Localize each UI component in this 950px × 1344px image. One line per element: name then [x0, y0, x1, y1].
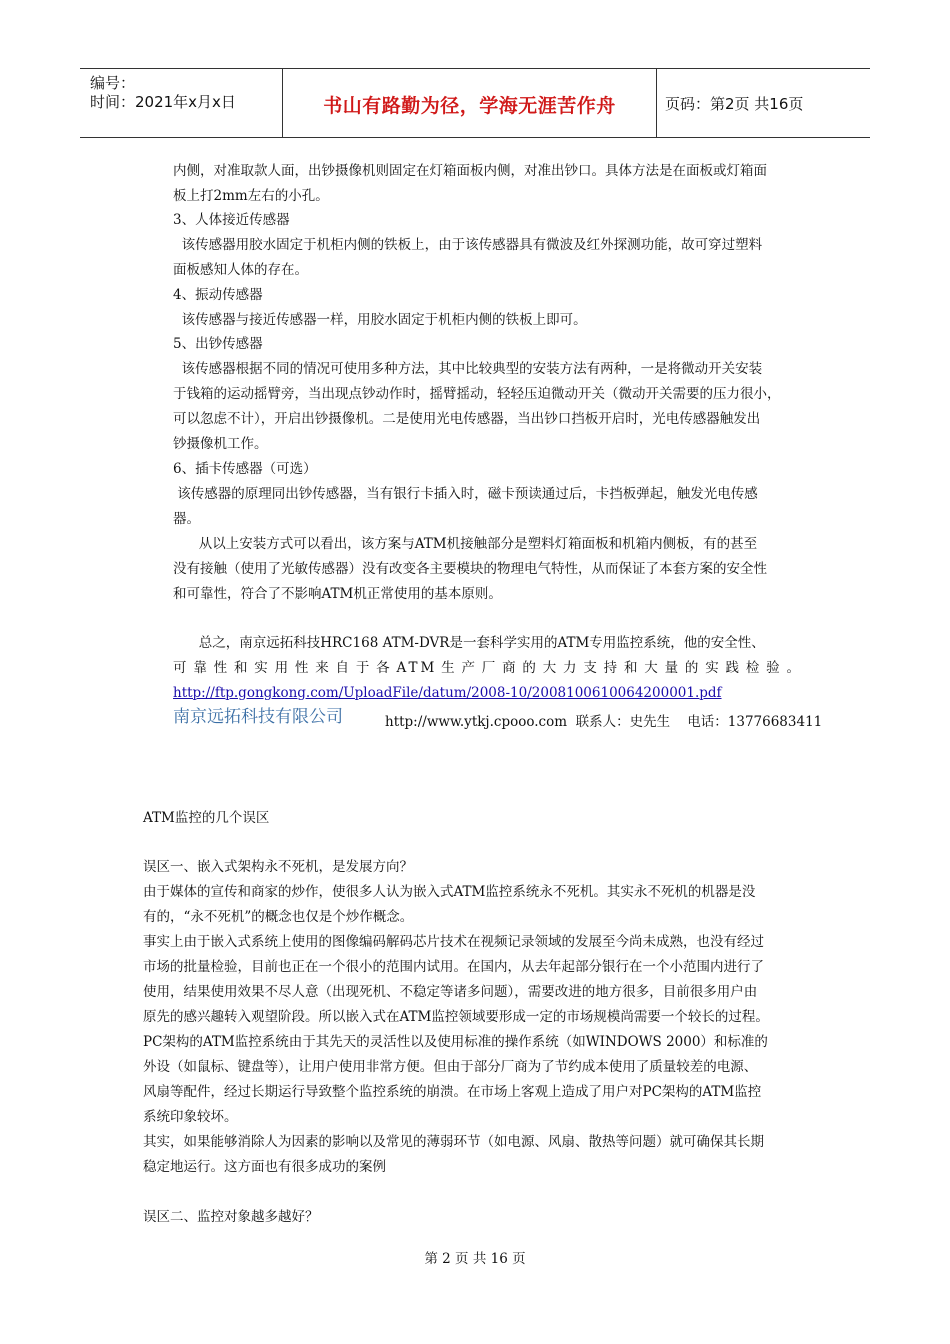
- body-line: 可以忽虑不计），开启出钞摄像机。二是使用光电传感器，当出钞口挡板开启时，光电传感器触发出: [173, 411, 761, 427]
- header-meta-cell: [80, 69, 282, 137]
- company-name: 南京远拓科技有限公司: [173, 707, 343, 727]
- page-footer: 第 2 页 共 16 页: [424, 1251, 526, 1267]
- body-line: 钞摄像机工作。: [173, 436, 268, 452]
- header-motto-cell: [282, 69, 657, 137]
- body-line: 从以上安装方式可以看出，该方案与ATM机接触部分是塑料灯箱面板和机箱内侧板，有的甚至: [173, 536, 758, 552]
- body-line: 使用，结果使用效果不尽人意（出现死机、不稳定等诸多问题），需要改进的地方很多，目前很多用户由: [143, 984, 758, 1000]
- body-line: 稳定地运行。这方面也有很多成功的案例: [143, 1159, 386, 1175]
- body-line: 和可靠性，符合了不影响ATM机正常使用的基本原则。: [173, 586, 502, 602]
- body-line: 原先的感兴趣转入观望阶段。所以嵌入式在ATM监控领域要形成一定的市场规模尚需要一个较长的过程。: [143, 1009, 769, 1025]
- header-motto: 书山有路勤为径，学海无涯苦作舟: [323, 95, 616, 117]
- body-line: 该传感器根据不同的情况可使用多种方法，其中比较典型的安装方法有两种，一是将微动开关安装: [173, 361, 763, 377]
- body-line: 器。: [173, 511, 200, 527]
- body-line: 没有接触（使用了光敏传感器）没有改变各主要模块的物理电气特性，从而保证了本套方案的安全性: [173, 561, 767, 577]
- contact-info: http://www.ytkj.cpooo.com 联系人：史先生 电话：13776683411: [385, 714, 823, 730]
- body-line: 系统印象较坏。: [143, 1109, 238, 1125]
- subheading: 5、出钞传感器: [173, 336, 263, 352]
- body-line: 内侧，对准取款人面，出钞摄像机则固定在灯箱面板内侧，对准出钞口。具体方法是在面板或灯箱面: [173, 163, 767, 179]
- header-page-number: 页码：第2页 共16页: [665, 95, 804, 113]
- body-line: 其实，如果能够消除人为因素的影响以及常见的薄弱环节（如电源、风扇、散热等问题）就可确保其长期: [143, 1134, 764, 1150]
- article-title: ATM监控的几个误区: [143, 810, 270, 826]
- summary-line: 可靠性和实用性来自于各ATM生产厂商的大力支持和大量的实践检验。: [173, 660, 803, 676]
- body-line: 有的，“永不死机”的概念也仅是个炒作概念。: [143, 909, 414, 925]
- page-header: [80, 68, 870, 138]
- body-line: 该传感器的原理同出钞传感器，当有银行卡插入时，磁卡预读通过后，卡挡板弹起，触发光电传感: [173, 486, 758, 502]
- body-line: 风扇等配件，经过长期运行导致整个监控系统的崩溃。在市场上客观上造成了用户对PC架构的ATM监控: [143, 1084, 762, 1100]
- subheading: 3、人体接近传感器: [173, 212, 290, 228]
- source-link[interactable]: http://ftp.gongkong.com/UploadFile/datum/2008-10/2008100610064200001.pdf: [173, 685, 722, 701]
- summary-line: 总之，南京远拓科技HRC168 ATM-DVR是一套科学实用的ATM专用监控系统，他的安全性、: [173, 635, 765, 651]
- doc-date-label: 时间：2021年x月x日: [90, 93, 236, 111]
- body-line: 于钱箱的运动摇臂旁，当出现点钞动作时，摇臂摇动，轻轻压迫微动开关（微动开关需要的压力很小，: [173, 386, 781, 402]
- header-page-cell: [655, 69, 870, 137]
- myth-heading: 误区一、嵌入式架构永不死机，是发展方向？: [143, 859, 413, 875]
- body-line: 面板感知人体的存在。: [173, 262, 308, 278]
- body-line: 市场的批量检验，目前也正在一个很小的范围内试用。在国内，从去年起部分银行在一个小范围内进行了: [143, 959, 764, 975]
- subheading: 6、插卡传感器（可选）: [173, 461, 317, 477]
- body-line: 板上打2mm左右的小孔。: [173, 188, 329, 204]
- body-line: 该传感器与接近传感器一样，用胶水固定于机柜内侧的铁板上即可。: [173, 312, 587, 328]
- body-line: 外设（如鼠标、键盘等），让用户使用非常方便。但由于部分厂商为了节约成本使用了质量较差的电源、: [143, 1059, 758, 1075]
- myth-heading: 误区二、监控对象越多越好？: [143, 1209, 319, 1225]
- body-line: 该传感器用胶水固定于机柜内侧的铁板上，由于该传感器具有微波及红外探测功能，故可穿过塑料: [173, 237, 763, 253]
- subheading: 4、振动传感器: [173, 287, 263, 303]
- body-line: 事实上由于嵌入式系统上使用的图像编码解码芯片技术在视频记录领域的发展至今尚未成熟，也没有经过: [143, 934, 764, 950]
- body-line: 由于媒体的宣传和商家的炒作，使很多人认为嵌入式ATM监控系统永不死机。其实永不死机的机器是没: [143, 884, 756, 900]
- body-line: PC架构的ATM监控系统由于其先天的灵活性以及使用标准的操作系统（如WINDOWS 2000）和标准的: [143, 1034, 768, 1050]
- doc-number-label: 编号：: [90, 74, 136, 92]
